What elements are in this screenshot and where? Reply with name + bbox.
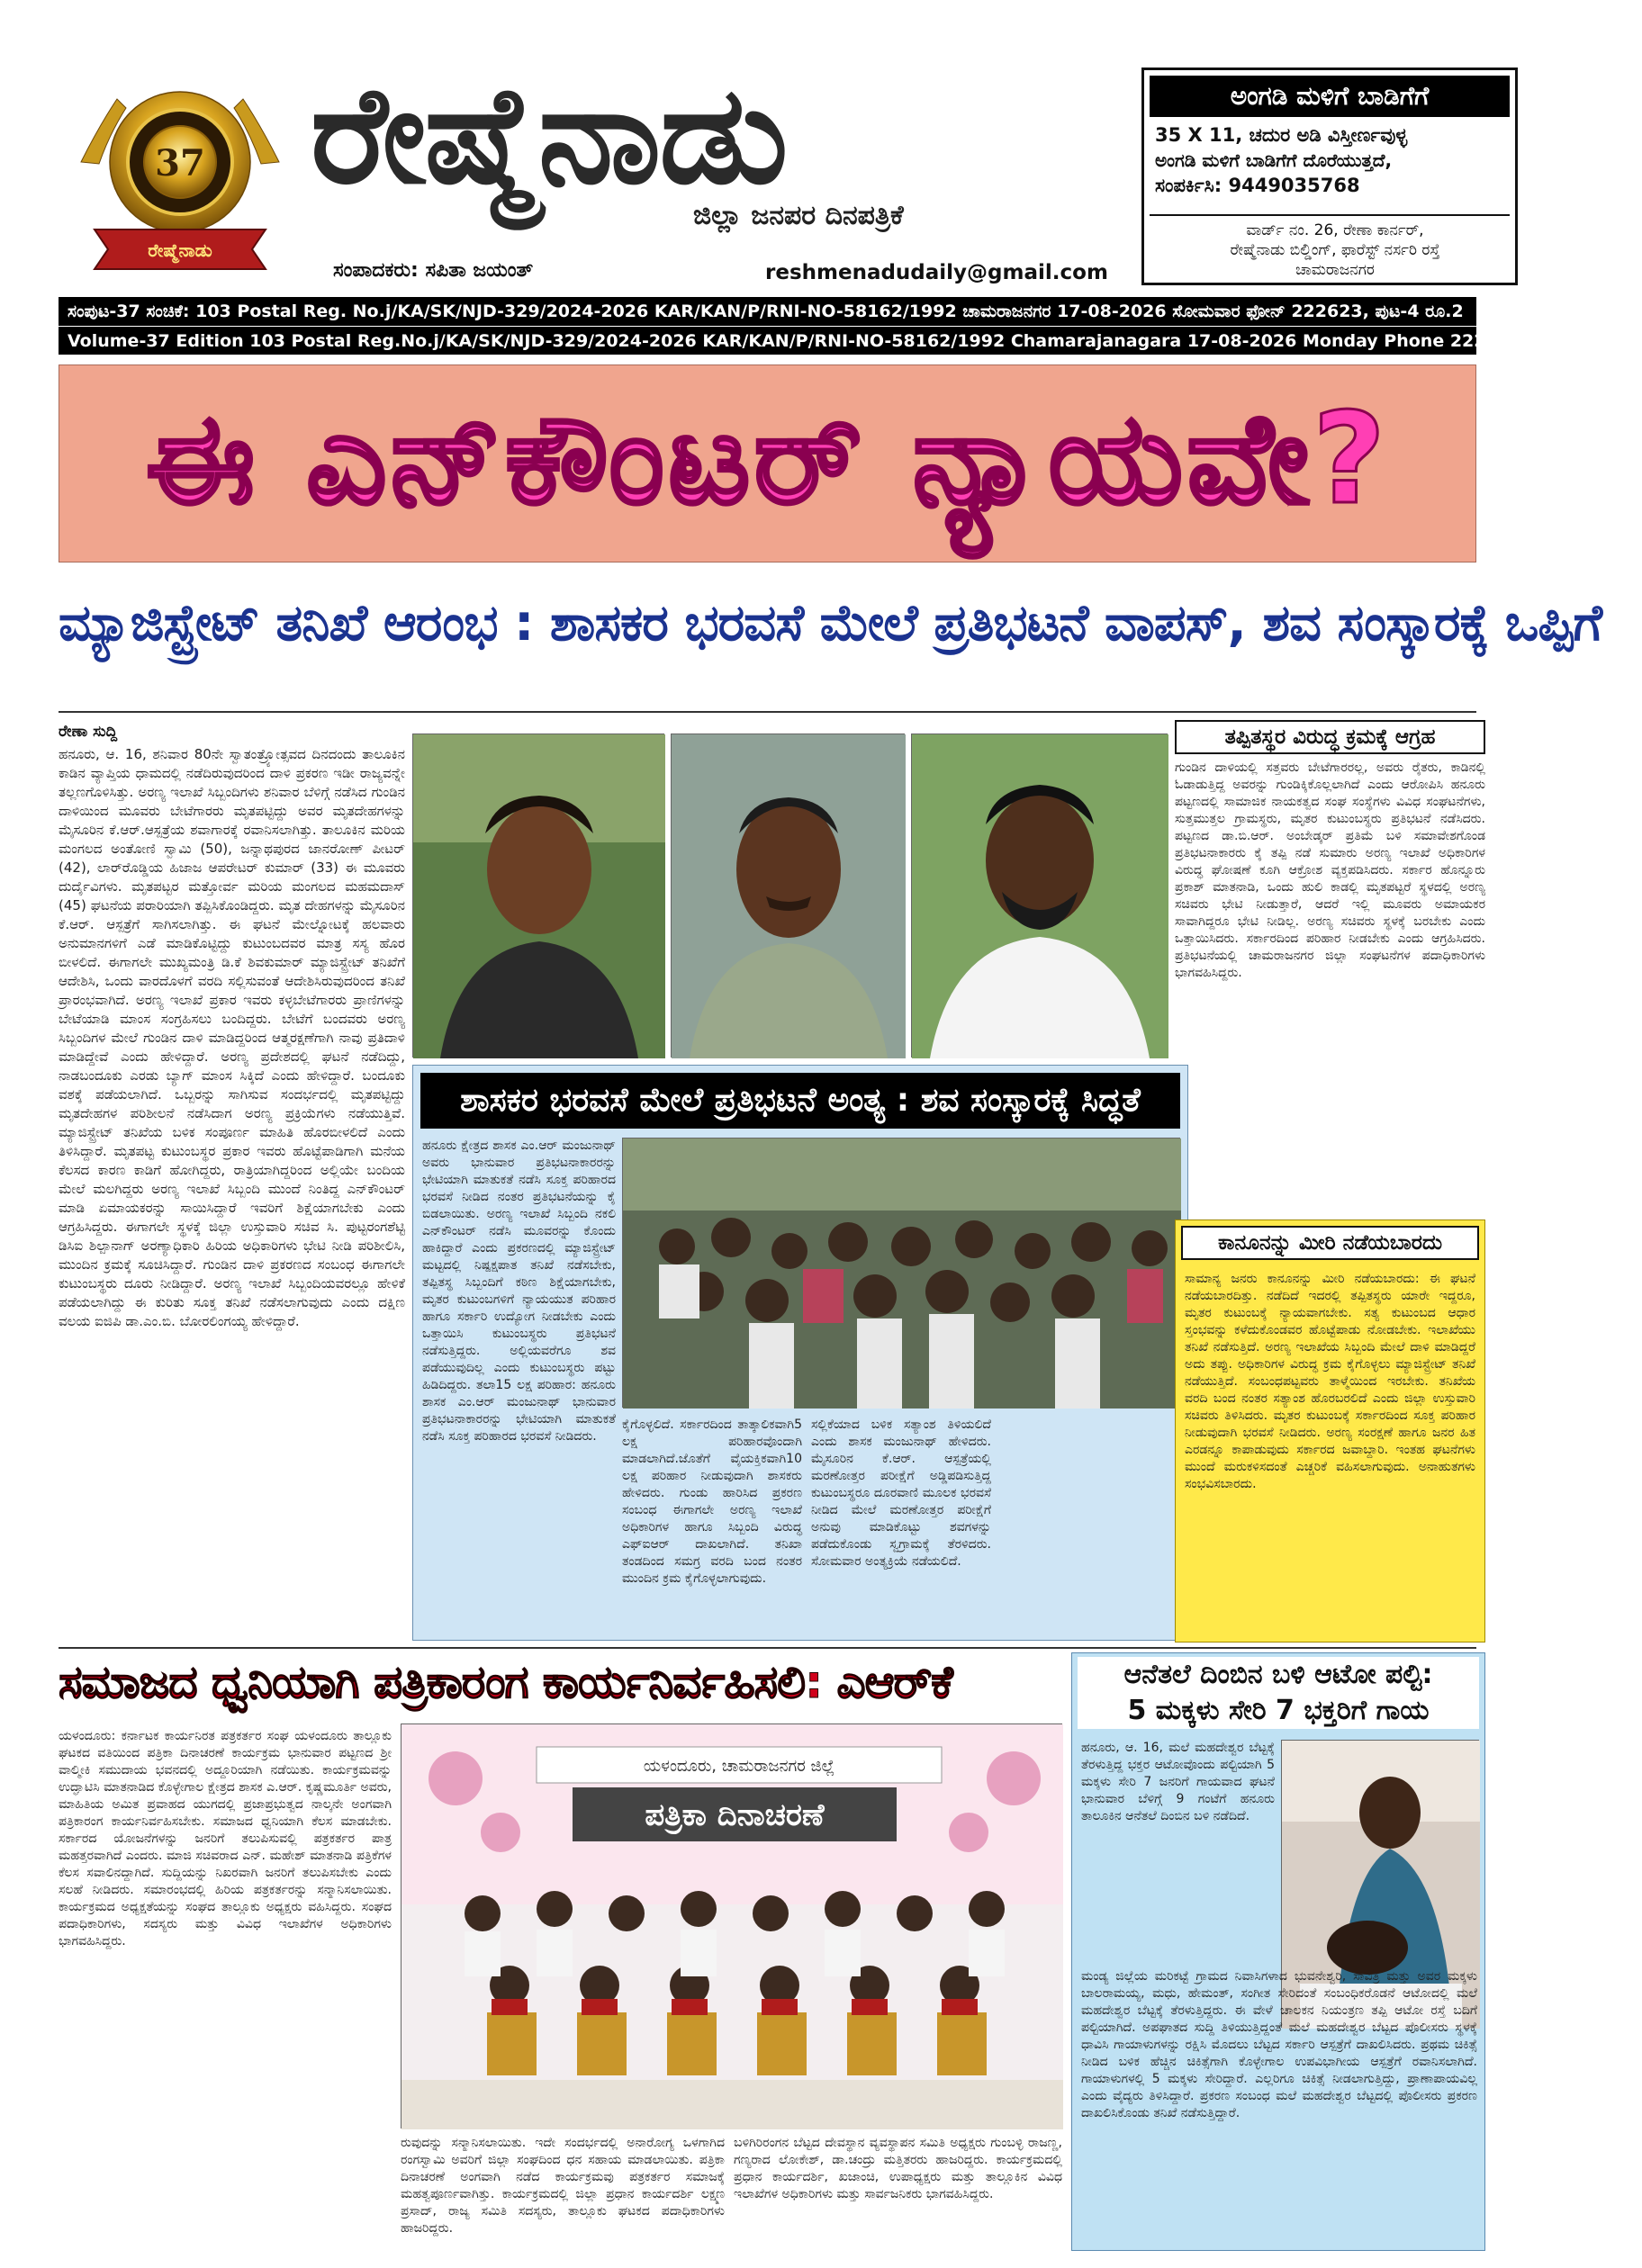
protest-end-col-1: ಹನೂರು ಕ್ಷೇತ್ರದ ಶಾಸಕ ಎಂ.ಆರ್ ಮಂಜುನಾಥ್ ಅವರು ಭಾನುವಾರ ಪ್ರತಿಭಟನಾಕಾರರನ್ನು ಭೇಟಿಯಾಗಿ ಮಾತುಕತೆ ನಡೆಸಿ ಸೂಕ್ತ ಪರಿಹಾರದ ಭರವಸೆ ನೀಡಿದ ನಂತರ ಪ್ರತಿಭಟನೆಯನ್ನು ಕೈ ಬಿಡಲಾಯಿತು. ಅರಣ್ಯ ಇಲಾಖೆ ಸಿಬ್ಬಂದಿ ನಕಲಿ ಎನ್‌ಕೌಂಟರ್ ನಡೆಸಿ ಮೂವರನ್ನು ಕೊಂದು ಹಾಕಿದ್ದಾರೆ ಎಂದು ಪ್ರಕರಣದಲ್ಲಿ ಮ್ಯಾಜಿಸ್ಟ್ರೇಟ್ ಮಟ್ಟದಲ್ಲಿ ನಿಷ್ಪಕ್ಷಪಾತ ತನಿಖೆ ನಡೆಸಬೇಕು, ತಪ್ಪಿತಸ್ಥ ಸಿಬ್ಬಂದಿಗೆ ಕಠಿಣ ಶಿಕ್ಷೆಯಾಗಬೇಕು, ಮೃತರ ಕುಟುಂಬಗಳಿಗೆ ನ್ಯಾಯಯುತ ಪರಿಹಾರ ಹಾಗೂ ಸರ್ಕಾರಿ ಉದ್ಯೋಗ ನೀಡಬೇಕು ಎಂದು ಒತ್ತಾಯಿಸಿ ಕುಟುಂಬಸ್ಥರು ಪ್ರತಿಭಟನೆ ನಡೆಸುತ್ತಿದ್ದರು. ಅಲ್ಲಿಯವರೆಗೂ ಶವ ಪಡೆಯುವುದಿಲ್ಲ ಎಂದು ಕುಟುಂಬಸ್ಥರು ಪಟ್ಟು ಹಿಡಿದಿದ್ದರು. ತಲಾ15 ಲಕ್ಷ ಪರಿಹಾರ: ಹನೂರು ಶಾಸಕ ಎಂ.ಆರ್ ಮಂಜುನಾಥ್ ಭಾನುವಾರ ಪ್ರತಿಭಟನಾಕಾರರನ್ನು ಭೇಟಿಯಾಗಿ ಮಾತುಕತೆ ನಡೆಸಿ ಸೂಕ್ತ ಪರಿಹಾರದ ಭರವಸೆ ನೀಡಿದರು. — [422, 1138, 616, 1444]
protest-end-col-3: ಸಲ್ಲಿಕೆಯಾದ ಬಳಿಕ ಸತ್ಯಾಂಶ ತಿಳಿಯಲಿದೆ ಎಂದು ಶಾಸಕ ಮಂಜುನಾಥ್ ಹೇಳಿದರು. ಮೈಸೂರಿನ ಕೆ.ಆರ್. ಆಸ್ಪತ್ರೆಯಲ್ಲಿ ಮರಣೋತ್ತರ ಪರೀಕ್ಷೆಗೆ ಅಡ್ಡಿಪಡಿಸುತ್ತಿದ್ದ ಕುಟುಂಬಸ್ಥರೂ ದೂರವಾಣಿ ಮೂಲಕ ಭರವಸೆ ನೀಡಿದ ಮೇಲೆ ಮರಣೋತ್ತರ ಪರೀಕ್ಷೆಗೆ ಅನುವು ಮಾಡಿಕೊಟ್ಟು ಶವಗಳನ್ನು ಪಡೆದುಕೊಂಡು ಸ್ವಗ್ರಾಮಕ್ಕೆ ತೆರಳಿದರು. ಸೋಮವಾರ ಅಂತ್ಯಕ್ರಿಯೆ ನಡೆಯಲಿದೆ. — [811, 1418, 991, 1569]
banner-title-text: ಪತ್ರಿಕಾ ದಿನಾಚರಣೆ — [645, 1797, 825, 1833]
sub-headline: ಮ್ಯಾಜಿಸ್ಟ್ರೇಟ್ ತನಿಖೆ ಆರಂಭ : ಶಾಸಕರ ಭರವಸೆ ಮೇಲೆ ಪ್ರತಿಭಟನೆ ವಾಪಸ್, ಶವ ಸಂಸ್ಕಾರಕ್ಕೆ ಒಪ್ಪಿಗೆ — [59, 594, 1602, 652]
newspaper-tagline: ಜಿಲ್ಲಾ ಜನಪರ ದಿನಪತ್ರಿಕೆ — [693, 200, 904, 231]
lead-story-text: ಹನೂರು, ಆ. 16, ಶನಿವಾರ 80ನೇ ಸ್ವಾತಂತ್ರ್ಯೋತ್ಸವದ ದಿನದಂದು ತಾಲೂಕಿನ ಕಾಡಿನ ವ್ಯಾಪ್ತಿಯ ಧಾಮದಲ್ಲಿ ನಡೆದಿರುವುದರಿಂದ ದಾಳಿ ಪ್ರಕರಣ ಇಡೀ ರಾಜ್ಯವನ್ನೇ ತಲ್ಲಣಗೊಳಿಸಿತ್ತು. ಅರಣ್ಯ ಇಲಾಖೆ ಸಿಬ್ಬಂದಿಗಳು ಶನಿವಾರ ಬೆಳಿಗ್ಗೆ ನಡೆಸಿದ ಗುಂಡಿನ ದಾಳಿಯಿಂದ ಮೂವರು ಬೇಟೆಗಾರರು ಮೃತಪಟ್ಟಿದ್ದು ಅವರ ಮೃತದೇಹಗಳನ್ನು ಮೈಸೂರಿನ ಕೆ.ಆರ್.ಆಸ್ಪತ್ರೆಯ ಶವಾಗಾರಕ್ಕೆ ರವಾನಿಸಲಾಗಿತ್ತು. ತಾಲೂಕಿನ ಮರಿಯ ಮಂಗಲದ ಅಂತೋಣಿ ಸ್ವಾಮಿ (50), ಜನ್ನಾಥಪುರದ ಜಾನರೋಣ್ ಪೀಟರ್ (42), ಲಾರ್‌ರೊಡ್ಡಿಯ ಹಿಜಾಜ ಆಪರೇಟರ್ ಕುಮಾರ್ (33) ಈ ಮೂವರು ದುರ್ದೈವಿಗಳು. ಮೃತಪಟ್ಟರ ಮತ್ತೋರ್ವ ಮರಿಯ ಮಂಗಲದ ಮಹಮದಾಸ್ (45) ಘಟನೆಯ ಪರಾರಿಯಾಗಿ ತಪ್ಪಿಸಿಕೊಂಡಿದ್ದರು. ಮೃತ ದೇಹಗಳನ್ನು ಮೈಸೂರಿನ ಕೆ.ಆರ್. ಆಸ್ಪತ್ರೆಗೆ ಸಾಗಿಸಲಾಗಿತ್ತು. ಈ ಘಟನೆ ಮೇಲ್ನೋಟಕ್ಕೆ ಹಲವಾರು ಅನುಮಾನಗಳಿಗೆ ಎಡೆ ಮಾಡಿಕೊಟ್ಟಿದ್ದು ಕುಟುಂಬದವರ ಮಾತ್ರ ಸಸ್ಯ ಹೊರ ಬೀಳಲಿದೆ. ಈಗಾಗಲೇ ಮುಖ್ಯಮಂತ್ರಿ ಡಿ.ಕೆ ಶಿವಕುಮಾರ್ ಮ್ಯಾಜಿಸ್ಟ್ರೇಟ್ ತನಿಖೆಗೆ ಆದೇಶಿಸಿ, ಒಂದು ವಾರದೊಳಗೆ ವರದಿ ಸಲ್ಲಿಸುವಂತೆ ಆದೇಶಿಸಿರುವುದರಿಂದ ತನಿಖೆ ಪ್ರಾರಂಭವಾಗಿದೆ. ಅರಣ್ಯ ಇಲಾಖೆ ಪ್ರಕಾರ ಇವರು ಕಳ್ಳಬೇಟೆಗಾರರು ಪ್ರಾಣಿಗಳನ್ನು ಬೇಟೆಯಾಡಿ ಮಾಂಸ ಸಂಗ್ರಹಿಸಲು ಬಂದಿದ್ದರು. ಬೇಟೆಗೆ ಬಂದವರು ಅರಣ್ಯ ಸಿಬ್ಬಂದಿಗಳ ಮೇಲೆ ಗುಂಡಿನ ದಾಳಿ ಮಾಡಿದ್ದರಿಂದ ಆತ್ಮರಕ್ಷಣೆಗಾಗಿ ನಾವು ಪ್ರತಿದಾಳಿ ಮಾಡಿದ್ದೇವೆ ಎಂದು ಹೇಳಿದ್ದಾರೆ. ಅರಣ್ಯ ಪ್ರದೇಶದಲ್ಲಿ ಘಟನೆ ನಡೆದಿದ್ದು, ನಾಡಬಂದೂಕು ಎರಡು ಬ್ಯಾಗ್ ಮಾಂಸ ಸಿಕ್ಕಿದೆ ಎಂದು ಹೇಳಿದ್ದಾರೆ. ಬಂದೂಕು ವಶಕ್ಕೆ ಪಡೆಯಲಾಗಿದೆ. ಒಬ್ಬರನ್ನು ಸಾಗಿಸುವ ಸಂದರ್ಭದಲ್ಲಿ ಮೃತಪಟ್ಟಿದ್ದು ಮೃತದೇಹಗಳ ಪರಿಶೀಲನೆ ನಡೆಸಿದಾಗ ಅರಣ್ಯ ಪ್ರಕ್ರಿಯೆಗಳು ನಡೆಯುತ್ತಿವೆ. ಮ್ಯಾಜಿಸ್ಟ್ರೇಟ್ ತನಿಖೆಯ ಬಳಿಕ ಸಂಪೂರ್ಣ ಮಾಹಿತಿ ಹೊರಬೀಳಲಿದೆ ಎಂದು ತಿಳಿಸಿದ್ದಾರೆ. ಮೃತಪಟ್ಟ ಕುಟುಂಬಸ್ಥರ ಪ್ರಕಾರ ಇವರು ಹೊಟ್ಟೆಪಾಡಿಗಾಗಿ ಮನೆಯ ಕೆಲಸದ ಕಾರಣ ಕಾಡಿಗೆ ಹೋಗಿದ್ದರು, ರಾತ್ರಿಯಾಗಿದ್ದರಿಂದ ಅಲ್ಲಿಯೇ ಬಂದಿಯ ಮೇಲೆ ಮಲಗಿದ್ದರು ಅರಣ್ಯ ಇಲಾಖೆ ಸಿಬ್ಬಂದಿ ಮುಂದೆ ನಿಂತಿದ್ದ ಎನ್‌ಕೌಂಟರ್ ಮಾಡಿ ಏಮಾಯಕರನ್ನು ಸಾಯಿಸಿದ್ದಾರೆ ಇವರಿಗೆ ಶಿಕ್ಷೆಯಾಗಬೇಕು ಎಂದು ಆಗ್ರಹಿಸಿದ್ದರು. ಈಗಾಗಲೇ ಸ್ಥಳಕ್ಕೆ ಜಿಲ್ಲಾ ಉಸ್ತುವಾರಿ ಸಚಿವ ಸಿ. ಪುಟ್ಟರಂಗಶೆಟ್ಟಿ ಡಿಸಿಐ ಶಿಲ್ಪಾನಾಗ್ ಅರಣ್ಯಾಧಿಕಾರಿ ಹಿರಿಯ ಅಧಿಕಾರಿಗಳು ಭೇಟಿ ನೀಡಿ ಪರಿಶೀಲಿಸಿ, ಮುಂದಿನ ಕ್ರಮಕ್ಕೆ ಸೂಚಿಸಿದ್ದಾರೆ. ಗುಂಡಿನ ದಾಳಿ ಪ್ರಕರಣದ ಸಂಬಂಧ ಈಗಾಗಲೇ ಕುಟುಂಬಸ್ಥರು ದೂರು ನೀಡಿದ್ದಾರೆ. ಅರಣ್ಯ ಇಲಾಖೆ ಸಿಬ್ಬಂದಿಯವರಲ್ಲೂ ಹೇಳಿಕೆ ಪಡೆಯಲಾಗಿದ್ದು ಈ ಕುರಿತು ಸೂಕ್ತ ತನಿಖೆ ನಡೆಸಲಾಗುವುದು ಎಂದು ದಕ್ಷಿಣ ವಲಯ ಐಜಿಪಿ ಡಾ.ಎಂ.ಬಿ. ಬೋರಲಿಂಗಯ್ಯ ಹೇಳಿದ್ದಾರೆ. — [59, 746, 405, 1329]
press-day-headline: ಸಮಾಜದ ಧ್ವನಿಯಾಗಿ ಪತ್ರಿಕಾರಂಗ ಕಾರ್ಯನಿರ್ವಹಿಸಲಿ: ಎಆರ್‌ಕೆ — [59, 1656, 952, 1708]
section-divider — [59, 711, 1476, 713]
main-headline: ಈ ಎನ್‌ಕೌಂಟರ್ ನ್ಯಾಯವೇ? — [145, 386, 1390, 533]
anniversary-emblem-icon — [63, 76, 297, 288]
auto-accident-text-1: ಹನೂರು, ಆ. 16, ಮಲೆ ಮಹದೇಶ್ವರ ಬೆಟ್ಟಕ್ಕೆ ತೆರಳುತ್ತಿದ್ದ ಭಕ್ತರ ಆಟೋವೊಂದು ಪಲ್ಟಿಯಾಗಿ 5 ಮಕ್ಕಳು ಸೇರಿ 7 ಜನರಿಗೆ ಗಾಯವಾದ ಘಟನೆ ಭಾನುವಾರ ಬೆಳಿಗ್ಗೆ 9 ಗಂಟೆಗೆ ಹನೂರು ತಾಲೂಕಿನ ಆನೆತಲೆ ದಿಂಬಿನ ಬಳಿ ನಡೆದಿದೆ. — [1081, 1741, 1275, 1823]
press-day-col-1: ಯಳಂದೂರು: ಕರ್ನಾಟಕ ಕಾರ್ಯನಿರತ ಪತ್ರಕರ್ತರ ಸಂಘ ಯಳಂದೂರು ತಾಲ್ಲೂಕು ಘಟಕದ ವತಿಯಿಂದ ಪತ್ರಿಕಾ ದಿನಾಚರಣೆ ಕಾರ್ಯಕ್ರಮ ಭಾನುವಾರ ಪಟ್ಟಣದ ಶ್ರೀ ವಾಲ್ಮೀಕಿ ಸಮುದಾಯ ಭವನದಲ್ಲಿ ಅದ್ದೂರಿಯಾಗಿ ನಡೆಯಿತು. ಕಾರ್ಯಕ್ರಮವನ್ನು ಉದ್ಘಾಟಿಸಿ ಮಾತನಾಡಿದ ಕೊಳ್ಳೇಗಾಲ ಕ್ಷೇತ್ರದ ಶಾಸಕ ಎ.ಆರ್. ಕೃಷ್ಣಮೂರ್ತಿ ಅವರು, ಮಾಹಿತಿಯ ಅಮಿತ ಪ್ರವಾಹದ ಯುಗದಲ್ಲಿ ಪ್ರಜಾಪ್ರಭುತ್ವದ ನಾಲ್ಕನೇ ಅಂಗವಾಗಿ ಪತ್ರಿಕಾರಂಗ ಕಾರ್ಯನಿರ್ವಹಿಸಬೇಕು. ಸಮಾಜದ ಧ್ವನಿಯಾಗಿ ಕೆಲಸ ಮಾಡಬೇಕು. ಸರ್ಕಾರದ ಯೋಜನೆಗಳನ್ನು ಜನರಿಗೆ ತಲುಪಿಸುವಲ್ಲಿ ಪತ್ರಕರ್ತರ ಪಾತ್ರ ಮಹತ್ತರವಾಗಿದೆ ಎಂದರು. ಮಾಜಿ ಸಚಿವರಾದ ಎನ್. ಮಹೇಶ್ ಮಾತನಾಡಿ ಪತ್ರಿಕೆಗಳ ಕೆಲಸ ಸವಾಲಿನದ್ದಾಗಿದೆ. ಸುದ್ದಿಯನ್ನು ನಿಖರವಾಗಿ ಜನರಿಗೆ ತಲುಪಿಸಬೇಕು ಎಂದು ಸಲಹೆ ನೀಡಿದರು. ಸಮಾರಂಭದಲ್ಲಿ ಹಿರಿಯ ಪತ್ರಕರ್ತರನ್ನು ಸನ್ಮಾನಿಸಲಾಯಿತು. ಕಾರ್ಯಕ್ರಮದ ಅಧ್ಯಕ್ಷತೆಯನ್ನು ಸಂಘದ ತಾಲ್ಲೂಕು ಅಧ್ಯಕ್ಷರು ವಹಿಸಿದ್ದರು. ಸಂಘದ ಪದಾಧಿಕಾರಿಗಳು, ಸದಸ್ಯರು ಮತ್ತು ವಿವಿಧ ಇಲಾಖೆಗಳ ಅಧಿಕಾರಿಗಳು ಭಾಗವಹಿಸಿದ್ದರು. — [59, 1729, 392, 1948]
victim-photo-1 — [412, 734, 664, 1058]
main-headline-box — [59, 364, 1476, 562]
emblem-ribbon-text: ರೇಷ್ಮೆನಾಡು — [148, 239, 212, 261]
press-day-event-photo — [401, 1724, 1062, 2128]
contact-email: reshmenadudaily@gmail.com — [765, 261, 1108, 284]
issue-info-kannada: ಸಂಪುಟ-37 ಸಂಚಿಕೆ: 103 Postal Reg. No.j/KA/SK/NJD-329/2024-2026 KAR/KAN/P/RNI-NO-58162/1992 ಚಾಮರಾಜನಗರ 17-08-2026 ಸೋಮವಾರ ಫೋನ್ 222623, ಪುಟ-4 ರೂ.2 — [59, 297, 1476, 326]
auto-accident-text-2: ಮಂಡ್ಯ ಜಿಲ್ಲೆಯ ಮರಿಕಟ್ಟೆ ಗ್ರಾಮದ ನಿವಾಸಿಗಳಾದ ಭುವನೇಶ್ವರಿ, ಸಾವಿತ್ರಿ ಮತ್ತು ಅವರ ಮಕ್ಕಳು ಬಾಲರಾಮಯ್ಯ, ಮಧು, ಹೇಮಂತ್, ಸಂಗೀತ ಸೇರಿದಂತೆ ಸಂಬಂಧಿಕರೊಡನೆ ಆಟೋದಲ್ಲಿ ಮಲೆ ಮಹದೇಶ್ವರ ಬೆಟ್ಟಕ್ಕೆ ತೆರಳುತ್ತಿದ್ದರು. ಈ ವೇಳೆ ಚಾಲಕನ ನಿಯಂತ್ರಣ ತಪ್ಪಿ ಆಟೋ ರಸ್ತೆ ಬದಿಗೆ ಪಲ್ಟಿಯಾಗಿದೆ. ಅಪಘಾತದ ಸುದ್ದಿ ತಿಳಿಯುತ್ತಿದ್ದಂತೆ ಮಲೆ ಮಹದೇಶ್ವರ ಬೆಟ್ಟದ ಪೊಲೀಸರು ಸ್ಥಳಕ್ಕೆ ಧಾವಿಸಿ ಗಾಯಾಳುಗಳನ್ನು ರಕ್ಷಿಸಿ ಮೊದಲು ಬೆಟ್ಟದ ಸರ್ಕಾರಿ ಆಸ್ಪತ್ರೆಗೆ ದಾಖಲಿಸಿದರು. ಪ್ರಥಮ ಚಿಕಿತ್ಸೆ ನೀಡಿದ ಬಳಿಕ ಹೆಚ್ಚಿನ ಚಿಕಿತ್ಸೆಗಾಗಿ ಕೊಳ್ಳೇಗಾಲ ಉಪವಿಭಾಗೀಯ ಆಸ್ಪತ್ರೆಗೆ ರವಾನಿಸಲಾಗಿದೆ. ಗಾಯಾಳುಗಳಲ್ಲಿ 5 ಮಕ್ಕಳು ಸೇರಿದ್ದಾರೆ. ಎಲ್ಲರಿಗೂ ಚಿಕಿತ್ಸೆ ನೀಡಲಾಗುತ್ತಿದ್ದು, ಪ್ರಾಣಾಪಾಯವಿಲ್ಲ ಎಂದು ವೈದ್ಯರು ತಿಳಿಸಿದ್ದಾರೆ. ಪ್ರಕರಣ ಸಂಬಂಧ ಮಲೆ ಮಹದೇಶ್ವರ ಬೆಟ್ಟದಲ್ಲಿ ಪೊಲೀಸರು ಪ್ರಕರಣ ದಾಖಲಿಸಿಕೊಂಡು ತನಿಖೆ ನಡೆಸುತ್ತಿದ್ದಾರೆ. — [1081, 1969, 1477, 2120]
demand-action-text: ಗುಂಡಿನ ದಾಳಿಯಲ್ಲಿ ಸತ್ತವರು ಬೇಟೆಗಾರರಲ್ಲ, ಅವರು ರೈತರು, ಕಾಡಿನಲ್ಲಿ ಓಡಾಡುತ್ತಿದ್ದ ಅವರನ್ನು ಗುಂಡಿಕ್ಕಿಕೊಲ್ಲಲಾಗಿದೆ ಎಂದು ಆರೋಪಿಸಿ ಹನೂರು ಪಟ್ಟಣದಲ್ಲಿ ಸಾಮಾಜಿಕ ನಾಯಕತ್ವದ ಸಂಘ ಸಂಸ್ಥೆಗಳು ವಿವಿಧ ಸಂಘಟನೆಗಳು, ಸುತ್ತಮುತ್ತಲ ಗ್ರಾಮಸ್ಥರು, ಮೃತರ ಕುಟುಂಬಸ್ಥರು ಪ್ರತಿಭಟನೆ ನಡೆಸಿದರು. ಪಟ್ಟಣದ ಡಾ.ಬಿ.ಆರ್. ಅಂಬೇಡ್ಕರ್ ಪ್ರತಿಮೆ ಬಳಿ ಸಮಾವೇಶಗೊಂಡ ಪ್ರತಿಭಟನಾಕಾರರು ಕೈ ತಪ್ಪಿ ನಡೆ ಸುಮಾರು ಅರಣ್ಯ ಇಲಾಖೆ ಅಧಿಕಾರಿಗಳ ವಿರುದ್ಧ ಘೋಷಣೆ ಕೂಗಿ ಆಕ್ರೋಶ ವ್ಯಕ್ತಪಡಿಸಿದರು. ಸರ್ಕಾರ ಹೊನ್ನೂರು ಪ್ರಕಾಶ್ ಮಾತನಾಡಿ, ಒಂದು ಹುಲಿ ಕಾಡಲ್ಲಿ ಮೃತಪಟ್ಟರೆ ಸ್ಥಳದಲ್ಲಿ ಅರಣ್ಯ ಸಚಿವರು ಭೇಟಿ ನೀಡುತ್ತಾರೆ, ಆದರೆ ಇಲ್ಲಿ ಮೂವರು ಅಮಾಯಕರ ಸಾವಾಗಿದ್ದರೂ ಭೇಟಿ ನೀಡಿಲ್ಲ. ಅರಣ್ಯ ಸಚಿವರು ಸ್ಥಳಕ್ಕೆ ಬರಬೇಕು ಎಂದು ಒತ್ತಾಯಿಸಿದರು. ಸರ್ಕಾರದಿಂದ ಪರಿಹಾರ ನೀಡಬೇಕು ಎಂದು ಆಗ್ರಹಿಸಿದರು. ಪ್ರತಿಭಟನೆಯಲ್ಲಿ ಚಾಮರಾಜನಗರ ಜಿಲ್ಲಾ ಸಂಘಟನೆಗಳ ಪದಾಧಿಕಾರಿಗಳು ಭಾಗವಹಿಸಿದ್ದರು. — [1175, 760, 1485, 980]
ad-heading: ಅಂಗಡಿ ಮಳಿಗೆ ಬಾಡಿಗೆಗೆ — [1150, 76, 1510, 117]
victim-photo-2 — [671, 734, 905, 1058]
ad-line-1: 35 X 11, ಚದುರ ಅಡಿ ವಿಸ್ತೀರ್ಣವುಳ್ಳ — [1155, 124, 1408, 146]
protest-crowd-photo — [622, 1138, 1180, 1408]
byline: ರೇಣಾ ಸುದ್ದಿ — [59, 723, 118, 741]
issue-info-english: Volume-37 Edition 103 Postal Reg.No.j/KA/SK/NJD-329/2024-2026 KAR/KAN/P/RNI-NO-58162/1992 Chamarajanagara 17-08-2026 Monday Phone 222623 Page-4 Rs.2 — [59, 326, 1476, 355]
auto-accident-story-box — [1071, 1652, 1485, 2251]
victim-photo-3 — [911, 734, 1168, 1058]
section-divider-bottom — [59, 1647, 1476, 1649]
editor-credit: ಸಂಪಾದಕರು: ಸಪಿತಾ ಜಯಂತ್ — [333, 259, 534, 282]
law-story-text: ಸಾಮಾನ್ಯ ಜನರು ಕಾನೂನನ್ನು ಮೀರಿ ನಡೆಯಬಾರದು: ಈ ಘಟನೆ ನಡೆಯಬಾರದಿತ್ತು. ನಡೆದಿದೆ ಇದರಲ್ಲಿ ತಪ್ಪಿತಸ್ಥರು ಯಾರೇ ಇದ್ದರೂ, ಮೃತರ ಕುಟುಂಬಕ್ಕೆ ನ್ಯಾಯವಾಗಬೇಕು. ಸತ್ಯ ಕುಟುಂಬದ ಆಧಾರ ಸ್ತಂಭವನ್ನು ಕಳೆದುಕೊಂಡವರ ಹೊಟ್ಟೆಪಾಡು ನೋಡಬೇಕು. ಇಲಾಖೆಯು ತನಿಖೆ ನಡೆಸುತ್ತಿದೆ. ಅರಣ್ಯ ಇಲಾಖೆಯ ಸಿಬ್ಬಂದಿ ಮೇಲೆ ದಾಳಿ ಮಾಡಿದ್ದರೆ ಅದು ತಪ್ಪು. ಅಧಿಕಾರಿಗಳ ವಿರುದ್ಧ ಕ್ರಮ ಕೈಗೊಳ್ಳಲು ಮ್ಯಾಜಿಸ್ಟ್ರೇಟ್ ತನಿಖೆ ನಡೆಯುತ್ತಿದೆ. ಸಂಬಂಧಪಟ್ಟವರು ತಾಳ್ಮೆಯಿಂದ ಇರಬೇಕು. ತನಿಖೆಯ ವರದಿ ಬಂದ ನಂತರ ಸತ್ಯಾಂಶ ಹೊರಬರಲಿದೆ ಎಂದು ಜಿಲ್ಲಾ ಉಸ್ತುವಾರಿ ಸಚಿವರು ತಿಳಿಸಿದರು. ಮೃತರ ಕುಟುಂಬಕ್ಕೆ ಸರ್ಕಾರದಿಂದ ಸೂಕ್ತ ಪರಿಹಾರ ನೀಡುವುದಾಗಿ ಭರವಸೆ ನೀಡಿದರು. ಅರಣ್ಯ ಸಂರಕ್ಷಣೆ ಹಾಗೂ ಜನರ ಹಿತ ಎರಡನ್ನೂ ಕಾಪಾಡುವುದು ಸರ್ಕಾರದ ಜವಾಬ್ದಾರಿ. ಇಂತಹ ಘಟನೆಗಳು ಮುಂದೆ ಮರುಕಳಿಸದಂತೆ ಎಚ್ಚರಿಕೆ ವಹಿಸಲಾಗುವುದು. ಅನಾಹುತಗಳು ಸಂಭವಿಸಬಾರದು. — [1185, 1272, 1475, 1491]
law-story-heading: ಕಾನೂನನ್ನು ಮೀರಿ ನಡೆಯಬಾರದು — [1181, 1226, 1479, 1260]
protest-end-heading: ಶಾಸಕರ ಭರವಸೆ ಮೇಲೆ ಪ್ರತಿಭಟನೆ ಅಂತ್ಯ : ಶವ ಸಂಸ್ಕಾರಕ್ಕೆ ಸಿದ್ಧತೆ — [420, 1073, 1180, 1129]
press-day-col-3: ಬಳಿಗಿರಿರಂಗನ ಬೆಟ್ಟದ ದೇವಸ್ಥಾನ ವ್ಯವಸ್ಥಾಪನ ಸಮಿತಿ ಅಧ್ಯಕ್ಷರು ಗುಂಬಳ್ಳಿ ರಾಜಣ್ಣ, ಗಣ್ಯರಾದ ಲೋಕೇಶ್, ಡಾ.ಚಂದ್ರು ಮತ್ತಿತರರು ಹಾಜರಿದ್ದರು. ಕಾರ್ಯಕ್ರಮದಲ್ಲಿ ಪ್ರಧಾನ ಕಾರ್ಯದರ್ಶಿ, ಖಜಾಂಚಿ, ಉಪಾಧ್ಯಕ್ಷರು ಮತ್ತು ತಾಲ್ಲೂಕಿನ ವಿವಿಧ ಇಲಾಖೆಗಳ ಅಧಿಕಾರಿಗಳು ಮತ್ತು ಸಾರ್ವಜನಿಕರು ಭಾಗವಹಿಸಿದ್ದರು. — [734, 2136, 1062, 2201]
press-day-col-2: ರುವುದನ್ನು ಸನ್ಮಾನಿಸಲಾಯಿತು. ಇದೇ ಸಂದರ್ಭದಲ್ಲಿ ಅನಾರೋಗ್ಯ ಒಳಗಾಗಿದ ರಂಗಸ್ವಾಮಿ ಅವರಿಗೆ ಜಿಲ್ಲಾ ಸಂಘದಿಂದ ಧನ ಸಹಾಯ ಮಾಡಲಾಯಿತು. ಪತ್ರಿಕಾ ದಿನಾಚರಣೆ ಅಂಗವಾಗಿ ನಡೆದ ಕಾರ್ಯಕ್ರಮವು ಪತ್ರಕರ್ತರ ಸಮಾಜಕ್ಕೆ ಮಹತ್ವಪೂರ್ಣವಾಗಿತ್ತು. ಕಾರ್ಯಕ್ರಮದಲ್ಲಿ ಜಿಲ್ಲಾ ಪ್ರಧಾನ ಕಾರ್ಯದರ್ಶಿ ಲಕ್ಷ್ಮಣ ಪ್ರಸಾದ್, ರಾಜ್ಯ ಸಮಿತಿ ಸದಸ್ಯರು, ತಾಲ್ಲೂಕು ಘಟಕದ ಪದಾಧಿಕಾರಿಗಳು ಹಾಜರಿದ್ದರು. — [401, 2136, 725, 2236]
protest-end-story-box — [412, 1065, 1188, 1641]
ad-contact-line: ಸಂಪರ್ಕಿಸಿ: 9449035768 — [1155, 175, 1360, 196]
demand-action-heading: ತಪ್ಪಿತಸ್ಥರ ವಿರುದ್ಧ ಕ್ರಮಕ್ಕೆ ಆಗ್ರಹ — [1175, 720, 1485, 754]
svg-text:37: 37 — [155, 142, 205, 184]
ad-line-2: ಅಂಗಡಿ ಮಳಿಗೆ ಬಾಡಿಗೆಗೆ ದೊರೆಯುತ್ತದೆ, — [1155, 149, 1393, 171]
demand-action-story — [1175, 720, 1485, 1228]
protest-end-col-2: ಕೈಗೊಳ್ಳಲಿದೆ. ಸರ್ಕಾರದಿಂದ ತಾತ್ಕಾಲಿಕವಾಗಿ5 ಲಕ್ಷ ಪರಿಹಾರವೊಂದಾಗಿ ಮಾಡಲಾಗಿದೆ.ಜೊತೆಗೆ ವೈಯಕ್ತಿಕವಾಗಿ10 ಲಕ್ಷ ಪರಿಹಾರ ನೀಡುವುದಾಗಿ ಶಾಸಕರು ಹೇಳಿದರು. ಗುಂಡು ಹಾರಿಸಿದ ಪ್ರಕರಣ ಸಂಬಂಧ ಈಗಾಗಲೇ ಅರಣ್ಯ ಇಲಾಖೆ ಅಧಿಕಾರಿಗಳ ಹಾಗೂ ಸಿಬ್ಬಂದಿ ವಿರುದ್ಧ ಎಫ್‌ಐಆರ್ ದಾಖಲಾಗಿದೆ. ತನಿಖಾ ತಂಡದಿಂದ ಸಮಗ್ರ ವರದಿ ಬಂದ ನಂತರ ಮುಂದಿನ ಕ್ರಮ ಕೈಗೊಳ್ಳಲಾಗುವುದು. — [622, 1418, 802, 1586]
newspaper-title: ರೇಷ್ಮೆನಾಡು — [311, 56, 787, 214]
ad-address-1: ವಾರ್ಡ್ ನಂ. 26, ರೇಣಾ ಕಾರ್ನರ್, — [1246, 221, 1424, 239]
auto-accident-heading — [1078, 1657, 1479, 1729]
ad-divider — [1150, 214, 1510, 216]
ad-address-3: ಚಾಮರಾಜನಗರ — [1295, 261, 1375, 279]
protest-end-col-3-continued — [1000, 1417, 1180, 1633]
banner-top-text: ಯಳಂದೂರು, ಚಾಮರಾಜನಗರ ಜಿಲ್ಲೆ — [643, 1757, 835, 1776]
ad-address-2: ರೇಷ್ಮೆನಾಡು ಬಿಲ್ಡಿಂಗ್, ಫಾರೆಸ್ಟ್ ನರ್ಸರಿ ರಸ್ತೆ — [1230, 241, 1440, 259]
classified-ad-box — [1141, 68, 1518, 285]
lead-story-byline — [59, 723, 405, 741]
auto-accident-heading-line-1: ಆನೆತಲೆ ದಿಂಬಿನ ಬಳಿ ಆಟೋ ಪಲ್ಟಿ: — [1123, 1659, 1433, 1690]
law-story-box — [1175, 1220, 1485, 1642]
auto-accident-heading-line-2: 5 ಮಕ್ಕಳು ಸೇರಿ 7 ಭಕ್ತರಿಗೆ ಗಾಯ — [1127, 1695, 1430, 1726]
